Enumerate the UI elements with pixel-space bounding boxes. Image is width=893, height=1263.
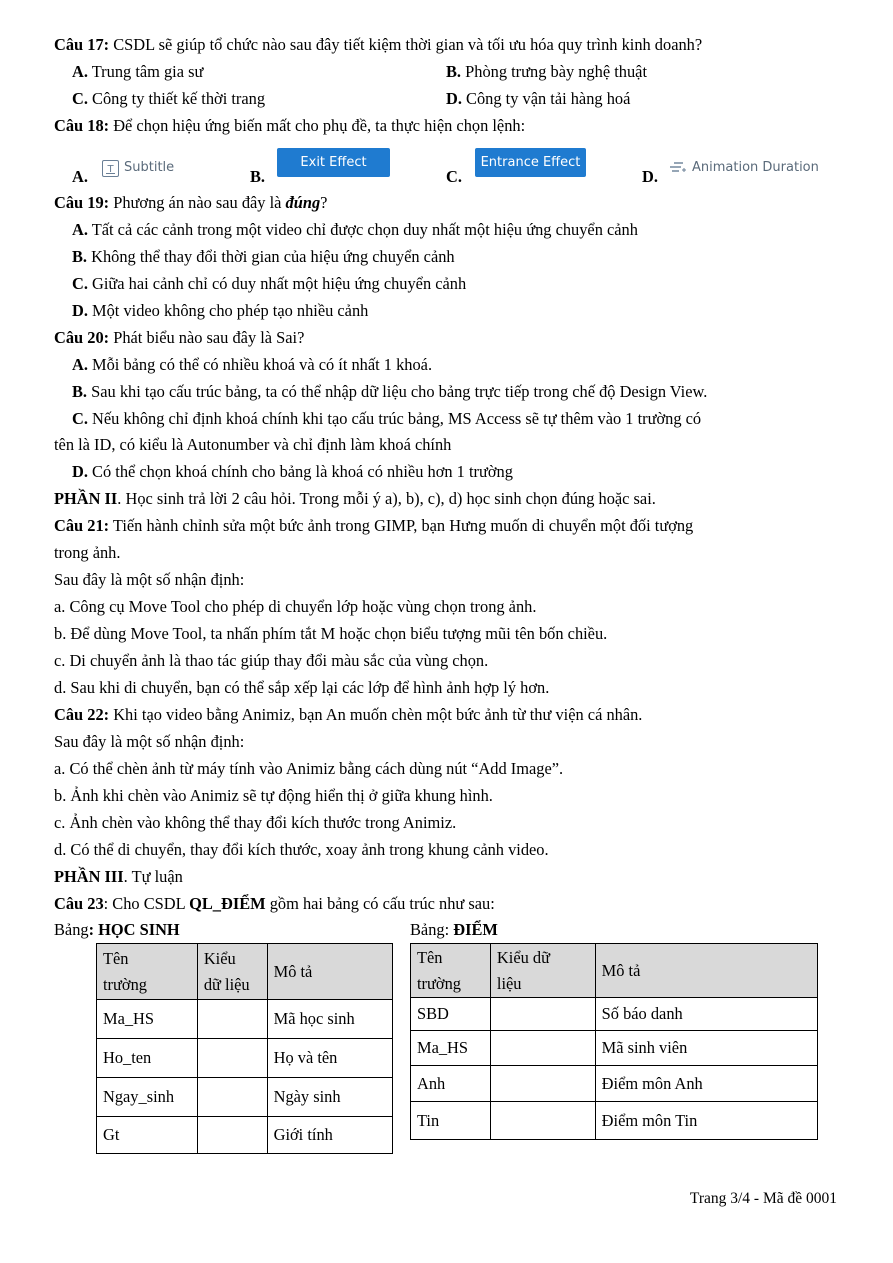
table-row: Tin Điểm môn Tin [411, 1102, 818, 1140]
table-row: Ma_HS Mã sinh viên [411, 1031, 818, 1066]
q20-option-c: C. Nếu không chỉ định khoá chính khi tạo cấu trúc bảng, MS Access sẽ tự thêm vào 1 trường có [72, 409, 702, 428]
q18-option-b-key: B. [250, 167, 266, 186]
q22-item-c: c. Ảnh chèn vào không thể thay đổi kích thước trong Animiz. [54, 813, 457, 832]
q18-option-d-key: D. [642, 167, 658, 186]
svg-text:T: T [107, 164, 114, 175]
table-row: SBD Số báo danh [411, 998, 818, 1031]
part3-heading: PHẦN III. Tự luận [54, 867, 183, 886]
table-header-row [411, 944, 818, 998]
q21-item-c: c. Di chuyển ảnh là thao tác giúp thay đổi màu sắc của vùng chọn. [54, 651, 489, 670]
q20-option-a: A. Mỗi bảng có thể có nhiều khoá và có ít nhất 1 khoá. [72, 355, 433, 374]
subtitle-command: Subtitle [124, 160, 175, 175]
q17-label: Câu 17: [54, 35, 110, 54]
table-row: Ma_HS Mã học sinh [97, 1000, 393, 1039]
header-cell: Mô tả [595, 944, 817, 998]
table1-caption: Bảng: HỌC SINH [54, 920, 180, 939]
q22-item-d: d. Có thể di chuyển, thay đổi kích thước, xoay ảnh trong khung cảnh video. [54, 840, 549, 859]
q22-intro: Sau đây là một số nhận định: [54, 732, 245, 751]
table-header-row [97, 944, 393, 1000]
q17-option-a: A. Trung tâm gia sư [72, 62, 204, 81]
page-footer: Trang 3/4 - Mã đề 0001 [689, 1190, 837, 1207]
q22-stem: Câu 22: Khi tạo video bằng Animiz, bạn An muốn chèn một bức ảnh từ thư viện cá nhân. [54, 705, 643, 724]
q21-item-b: b. Để dùng Move Tool, ta nhấn phím tắt M hoặc chọn biểu tượng mũi tên bốn chiều. [54, 624, 608, 643]
q17-option-b: B. Phòng trưng bày nghệ thuật [446, 62, 648, 81]
subtitle-icon [102, 160, 119, 177]
q19-option-d: D. Một video không cho phép tạo nhiều cảnh [72, 301, 369, 320]
header-cell: Kiểu dữ liệu [490, 944, 595, 998]
q20-option-b: B. Sau khi tạo cấu trúc bảng, ta có thể nhập dữ liệu cho bảng trực tiếp trong chế độ Design View. [72, 382, 708, 401]
q21-stem-cont: trong ảnh. [54, 543, 121, 562]
q19-stem: Câu 19: Phương án nào sau đây là đúng? [54, 193, 328, 212]
q21-item-a: a. Công cụ Move Tool cho phép di chuyển lớp hoặc vùng chọn trong ảnh. [54, 597, 537, 616]
table-row: Ho_ten Họ và tên [97, 1039, 393, 1078]
q20-option-c-cont: tên là ID, có kiểu là Autonumber và chỉ định làm khoá chính [54, 435, 452, 454]
exit-effect-button[interactable]: Exit Effect [277, 148, 390, 177]
table-row: Gt Giới tính [97, 1117, 393, 1154]
q22-item-b: b. Ảnh khi chèn vào Animiz sẽ tự động hiển thị ở giữa khung hình. [54, 786, 493, 805]
q23-stem: Câu 23: Cho CSDL QL_ĐIỂM gồm hai bảng có cấu trúc như sau: [54, 894, 495, 913]
table-row: Anh Điểm môn Anh [411, 1066, 818, 1102]
table2-caption: Bảng: ĐIỂM [410, 920, 498, 939]
q21-stem: Câu 21: Tiến hành chỉnh sửa một bức ảnh trong GIMP, bạn Hưng muốn di chuyển một đối tượng [54, 516, 694, 535]
q18-option-c-key: C. [446, 167, 462, 186]
header-cell: Kiểu dữ liệu [197, 944, 267, 1000]
entrance-effect-button[interactable]: Entrance Effect [475, 148, 586, 177]
q20-option-d: D. Có thể chọn khoá chính cho bảng là khoá có nhiều hơn 1 trường [72, 462, 513, 481]
q21-item-d: d. Sau khi di chuyển, bạn có thể sắp xếp lại các lớp để hình ảnh hợp lý hơn. [54, 678, 550, 697]
header-cell: Mô tả [267, 944, 392, 1000]
q17-text: CSDL sẽ giúp tổ chức nào sau đây tiết kiệm thời gian và tối ưu hóa quy trình kinh doanh? [109, 35, 703, 54]
header-cell: Tên trường [97, 944, 198, 1000]
header-cell: Tên trường [411, 944, 491, 998]
q17-option-c: C. Công ty thiết kế thời trang [72, 89, 266, 108]
q19-option-c: C. Giữa hai cảnh chỉ có duy nhất một hiệu ứng chuyển cảnh [72, 274, 467, 293]
diem-table [410, 943, 818, 1140]
animation-duration-command: Animation Duration [692, 160, 819, 175]
q18-option-a-key: A. [72, 167, 88, 186]
q19-option-a: A. Tất cả các cảnh trong một video chỉ được chọn duy nhất một hiệu ứng chuyển cảnh [72, 220, 638, 239]
q18-stem: Câu 18: Để chọn hiệu ứng biến mất cho phụ đề, ta thực hiện chọn lệnh: [54, 116, 526, 135]
part2-heading: PHẦN II. Học sinh trả lời 2 câu hỏi. Trong mỗi ý a), b), c), d) học sinh chọn đúng hoặc sai. [54, 489, 656, 508]
q19-option-b: B. Không thể thay đổi thời gian của hiệu ứng chuyển cảnh [72, 247, 455, 266]
q17-stem [54, 35, 702, 55]
q20-stem: Câu 20: Phát biểu nào sau đây là Sai? [54, 328, 305, 347]
q17-option-d: D. Công ty vận tải hàng hoá [446, 89, 631, 108]
q21-intro: Sau đây là một số nhận định: [54, 570, 245, 589]
hoc-sinh-table [96, 943, 393, 1154]
animation-duration-icon [669, 160, 687, 176]
table-row: Ngay_sinh Ngày sinh [97, 1078, 393, 1117]
q22-item-a: a. Có thể chèn ảnh từ máy tính vào Animiz bằng cách dùng nút “Add Image”. [54, 759, 564, 778]
